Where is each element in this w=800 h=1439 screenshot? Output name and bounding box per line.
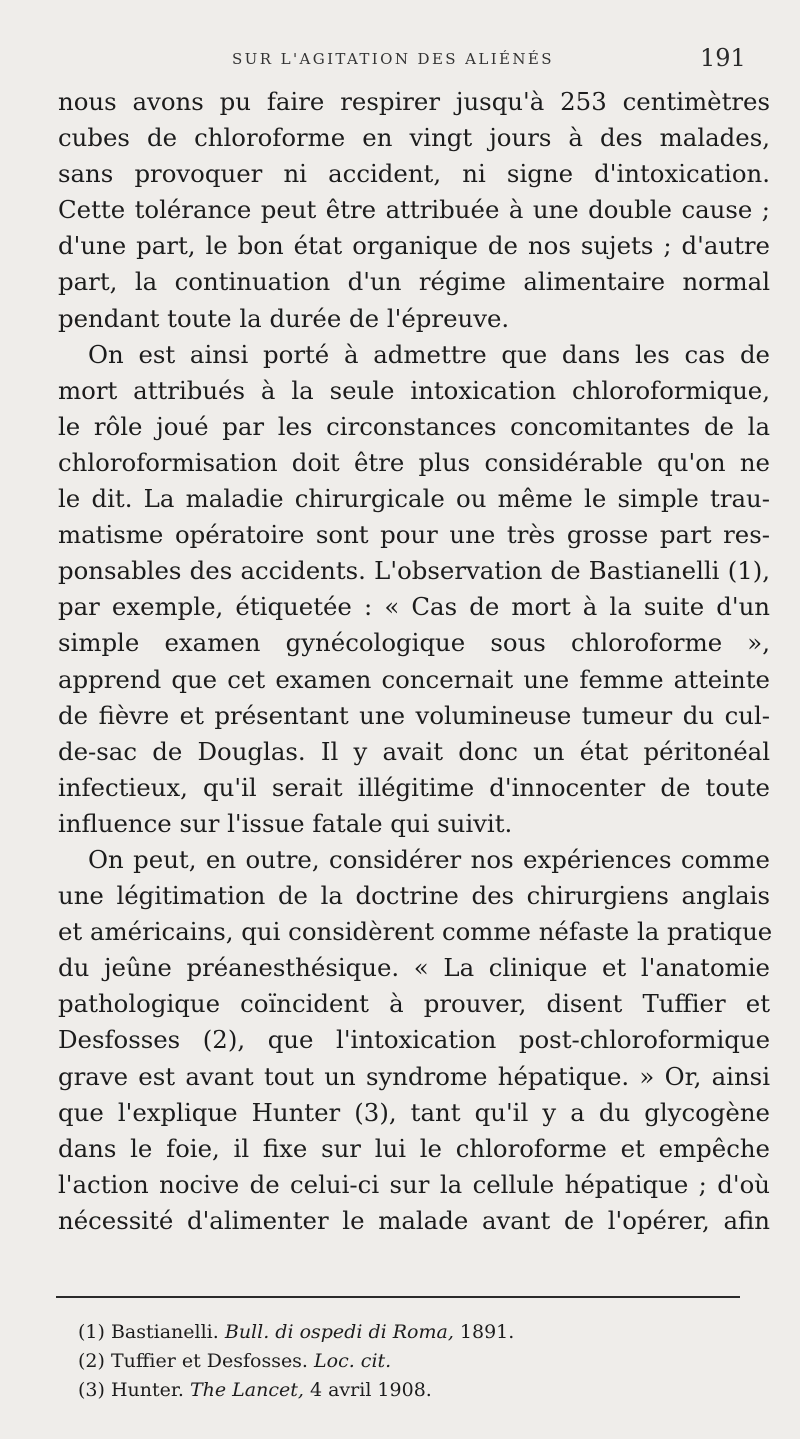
text-line: On est ainsi porté à admettre que dans les cas de [88, 339, 770, 369]
paragraph-2 [58, 337, 770, 842]
text-line: que l'explique Hunter (3), tant qu'il y a du glycogène [58, 1097, 770, 1127]
text-line: sans provoquer ni accident, ni signe d'intoxication. [58, 159, 770, 189]
footnote-number: (1) [78, 1321, 105, 1343]
text-line: nous avons pu faire respirer jusqu'à 253 centimètres [58, 87, 770, 116]
running-head [0, 42, 800, 82]
paragraph-3 [58, 842, 773, 1239]
text-line: Desfosses (2), que l'intoxication post-chloroformique [58, 1025, 770, 1055]
footnote-number: (3) [78, 1379, 105, 1401]
text-line: le dit. La maladie chirurgicale ou même le simple trau- [58, 484, 770, 514]
text-line: mort attribués à la seule intoxication chloroformique, [58, 375, 770, 405]
text-line: simple examen gynécologique sous chloroforme », [58, 628, 770, 658]
footnote-author: Hunter. [110, 1379, 184, 1401]
text-line: du jeûne préanesthésique. « La clinique et l'anatomie [58, 953, 770, 983]
text-line: matisme opératoire sont pour une très grosse part res- [58, 520, 770, 550]
footnote-number: (2) [78, 1350, 105, 1372]
footnote-author: Tuffier et Desfosses. [110, 1350, 308, 1372]
footnote-rest: 1891. [459, 1321, 515, 1343]
footnote-title: The Lancet, [189, 1379, 304, 1401]
text-line: part, la continuation d'un régime alimentaire normal [58, 267, 770, 297]
footnote-author: Bastianelli. [110, 1321, 219, 1343]
text-line: dans le foie, il fixe sur lui le chloroforme et empêche [58, 1133, 770, 1163]
text-line: influence sur l'issue fatale qui suivit. [58, 808, 513, 838]
running-title: SUR L'AGITATION DES ALIÉNÉS [232, 50, 554, 68]
text-line: et américains, qui considèrent comme néfaste la pratique [58, 917, 773, 947]
footnote-1 [78, 1318, 738, 1347]
text-line: cubes de chloroforme en vingt jours à des malades, [58, 123, 770, 153]
text-line: de fièvre et présentant une volumineuse tumeur du cul- [58, 700, 770, 730]
text-line: l'action nocive de celui-ci sur la cellule hépatique ; d'où [58, 1169, 770, 1199]
footnote-title: Bull. di ospedi di Roma, [224, 1321, 454, 1343]
text-line: Cette tolérance peut être attribuée à une double cause ; [58, 195, 770, 225]
text-line: grave est avant tout un syndrome hépatique. » Or, ainsi [58, 1061, 770, 1091]
text-line: pathologique coïncident à prouver, disent Tuffier et [58, 989, 770, 1019]
paragraph-1 [58, 84, 770, 337]
text-line: infectieux, qu'il serait illégitime d'innocenter de toute [58, 772, 770, 802]
text-line: nécessité d'alimenter le malade avant de l'opérer, afin [58, 1205, 770, 1235]
footnote-title: Loc. cit. [314, 1350, 392, 1372]
text-line: une légitimation de la doctrine des chirurgiens anglais [58, 881, 770, 911]
footnote-rule [56, 1296, 740, 1298]
text-line: le rôle joué par les circonstances concomitantes de la [58, 411, 770, 441]
text-line: apprend que cet examen concernait une femme atteinte [58, 664, 770, 694]
text-line: pendant toute la durée de l'épreuve. [58, 303, 510, 333]
footnote-2 [78, 1347, 738, 1376]
page-number: 191 [700, 44, 746, 72]
text-line: par exemple, étiquetée : « Cas de mort à la suite d'un [58, 592, 770, 622]
text-line: ponsables des accidents. L'observation de Bastianelli (1), [58, 556, 770, 586]
footnotes [78, 1318, 738, 1405]
footnote-rest: 4 avril 1908. [309, 1379, 432, 1401]
text-line: On peut, en outre, considérer nos expériences comme [88, 844, 770, 874]
body-text [58, 84, 773, 1239]
text-line: de-sac de Douglas. Il y avait donc un état péritonéal [58, 736, 770, 766]
text-line: d'une part, le bon état organique de nos sujets ; d'autre [58, 231, 770, 261]
text-line: chloroformisation doit être plus considérable qu'on ne [58, 447, 770, 477]
footnote-3 [78, 1376, 738, 1405]
